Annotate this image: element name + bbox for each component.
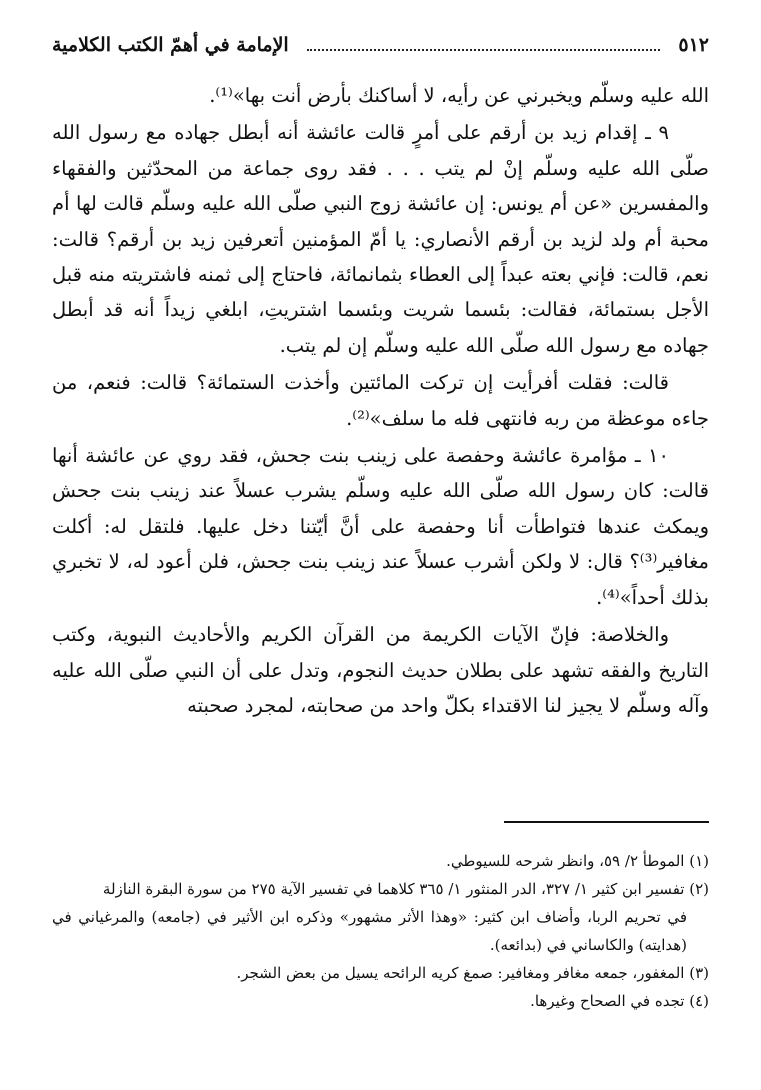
footnote-2: (٢) تفسير ابن كثير ١/ ٣٢٧، الدر المنثور ١/ ٣٦٥ كلاهما في تفسير الآية ٢٧٥ من سورة البقرة النازلة: [102, 880, 709, 898]
paragraph-conclusion: والخلاصة: فإنّ الآيات الكريمة من القرآن الكريم والأحاديث النبوية، وكتب التاريخ والفقه تشهد على بطلان حديث النجوم، وتدل على أن النبي صلّى الله عليه وآله وسلّم لا يجيز لنا الاقتداء بكلّ واحد من صحابته، لمجرد صحبته: [52, 623, 709, 717]
footnote-2-continuation: في تحريم الربا، وأضاف ابن كثير: «وهذا الأثر مشهور» وذكره ابن الأثير في (جامعه) والمرغياني في (هدايته) والكاساني في (بدائعه).: [52, 908, 687, 954]
paragraph-item-9: ٩ ـ إقدام زيد بن أرقم على أمرٍ قالت عائشة أنه أبطل جهاده مع رسول الله صلّى الله عليه وسلّم إنْ لم يتب . . . فقد روى جماعة من المحدّثين والفقهاء والمفسرين «عن أم يونس: إن عائشة زوج النبي صلّى الله عليه وسلّم قالت لها أم محبة أم ولد لزيد بن أرقم الأنصاري: يا أمّ المؤمنين أتعرفين زيد بن أرقم؟ قالت: نعم، قالت: فإني بعته عبداً إلى العطاء بثمانمائة، فاحتاج إلى ثمنه فاشتريته منه قبل الأجل بستمائة، فقالت: بئسما شريت وبئسما اشتريتِ، ابلغي زيداً أنه قد أبطل جهاده مع رسول الله صلّى الله عليه وسلّم إن لم يتب.: [52, 121, 709, 357]
footnote-4: (٤) تجده في الصحاح وغيرها.: [530, 992, 709, 1010]
footnote-1: (١) الموطأ ٢/ ٥٩، وانظر شرحه للسيوطي.: [446, 852, 709, 870]
paragraph-continuation: الله عليه وسلّم ويخبرني عن رأيه، لا أساكنك بأرض أنت بها»⁽¹⁾.: [209, 84, 709, 107]
footnote-3: (٣) المغفور، جمعه مغافر ومغافير: صمغ كريه الرائحه يسيل من بعض الشجر.: [236, 964, 709, 982]
header-dotted-leader: [307, 39, 661, 51]
footnotes: [52, 847, 709, 1015]
footnote-separator: [504, 821, 709, 823]
paragraph-item-10: ١٠ ـ مؤامرة عائشة وحفصة على زينب بنت جحش، فقد روي عن عائشة أنها قالت: كان رسول الله صلّى الله عليه وسلّم يشرب عسلاً عند زينب بنت جحش ويمكث عندها فتواطأت أنا وحفصة على أنَّ أيّتنا دخل عليها. فلتقل له: أكلت مغافير⁽³⁾؟ قال: لا ولكن أشرب عسلاً عند زينب بنت جحش، فلن أعود له، لا تخبري بذلك أحداً»⁽⁴⁾.: [52, 444, 709, 609]
page-header: [52, 30, 709, 60]
main-text: [52, 78, 709, 725]
page-number: ٥١٢: [678, 34, 709, 56]
paragraph-quote-end: قالت: فقلت أفرأيت إن تركت المائتين وأخذت الستمائة؟ قالت: فنعم، من جاءه موعظة من ربه فانتهى فله ما سلف»⁽²⁾.: [52, 371, 709, 430]
running-title: الإمامة في أهمّ الكتب الكلامية: [52, 34, 289, 56]
